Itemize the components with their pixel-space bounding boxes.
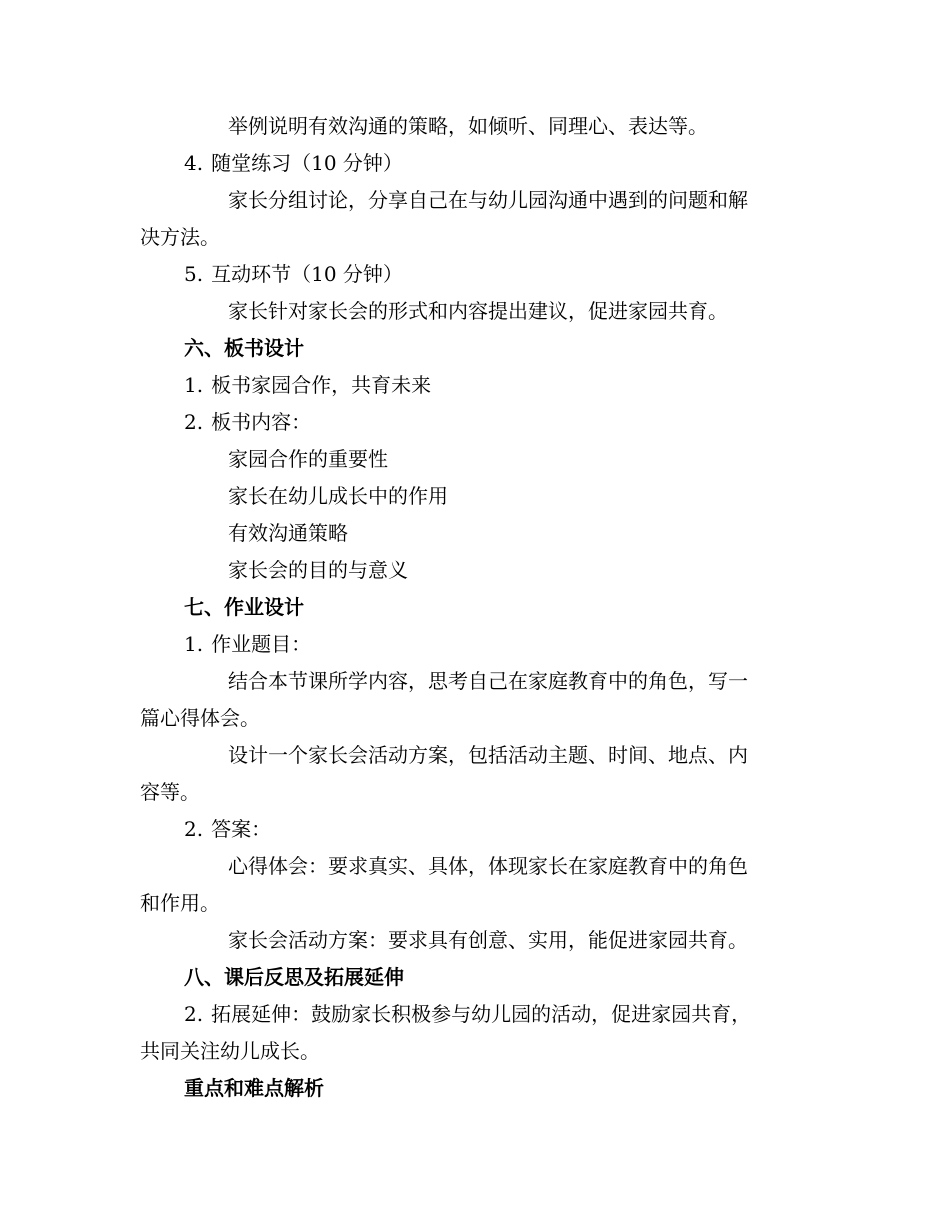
paragraph-text: 家园合作的重要性 <box>228 447 388 471</box>
list-number: 2. <box>184 1002 204 1026</box>
list-number: 4. <box>184 151 204 175</box>
list-item-text: 板书内容： <box>211 410 312 434</box>
list-item-text: 板书家园合作，共育未来 <box>211 373 432 397</box>
paragraph-text: 设计一个家长会活动方案，包括活动主题、时间、地点、内 <box>228 743 748 767</box>
paragraph-text: 有效沟通策略 <box>228 521 348 545</box>
section-heading: 八、课后反思及拓展延伸 <box>184 965 404 989</box>
paragraph-text: 家长会活动方案：要求具有创意、实用，能促进家园共育。 <box>228 928 748 952</box>
paragraph-text: 篇心得体会。 <box>140 706 260 730</box>
list-number: 2. <box>184 817 204 841</box>
paragraph-text: 结合本节课所学内容，思考自己在家庭教育中的角色，写一 <box>228 669 748 693</box>
list-number: 2. <box>184 410 204 434</box>
paragraph-text: 家长在幼儿成长中的作用 <box>228 484 448 508</box>
list-item <box>184 408 311 436</box>
list-number: 1. <box>184 632 204 656</box>
list-number: 5. <box>184 262 204 286</box>
paragraph-text: 容等。 <box>140 780 200 804</box>
paragraph-text: 共同关注幼儿成长。 <box>140 1039 320 1063</box>
section-heading: 重点和难点解析 <box>184 1076 324 1100</box>
section-heading: 六、板书设计 <box>184 336 304 360</box>
list-item-text: 互动环节（10 分钟） <box>211 262 403 286</box>
list-item-text: 答案： <box>211 817 272 841</box>
paragraph-text: 心得体会：要求真实、具体，体现家长在家庭教育中的角色 <box>228 854 748 878</box>
list-item <box>184 260 403 288</box>
paragraph-text: 家长针对家长会的形式和内容提出建议，促进家园共育。 <box>228 299 728 323</box>
list-item-text: 作业题目： <box>211 632 312 656</box>
list-item <box>184 149 403 177</box>
list-number: 1. <box>184 373 204 397</box>
list-item-text: 随堂练习（10 分钟） <box>211 151 403 175</box>
paragraph-text: 家长会的目的与意义 <box>228 558 408 582</box>
section-heading: 七、作业设计 <box>184 595 304 619</box>
list-item <box>184 371 431 399</box>
paragraph-text: 举例说明有效沟通的策略，如倾听、同理心、表达等。 <box>228 114 708 138</box>
paragraph-text: 家长分组讨论，分享自己在与幼儿园沟通中遇到的问题和解 <box>228 188 748 212</box>
paragraph-text: 决方法。 <box>140 225 220 249</box>
list-item <box>184 815 271 843</box>
list-item <box>184 1000 751 1028</box>
list-item <box>184 630 311 658</box>
paragraph-text: 和作用。 <box>140 891 220 915</box>
list-item-text: 拓展延伸：鼓励家长积极参与幼儿园的活动，促进家园共育， <box>211 1002 752 1026</box>
